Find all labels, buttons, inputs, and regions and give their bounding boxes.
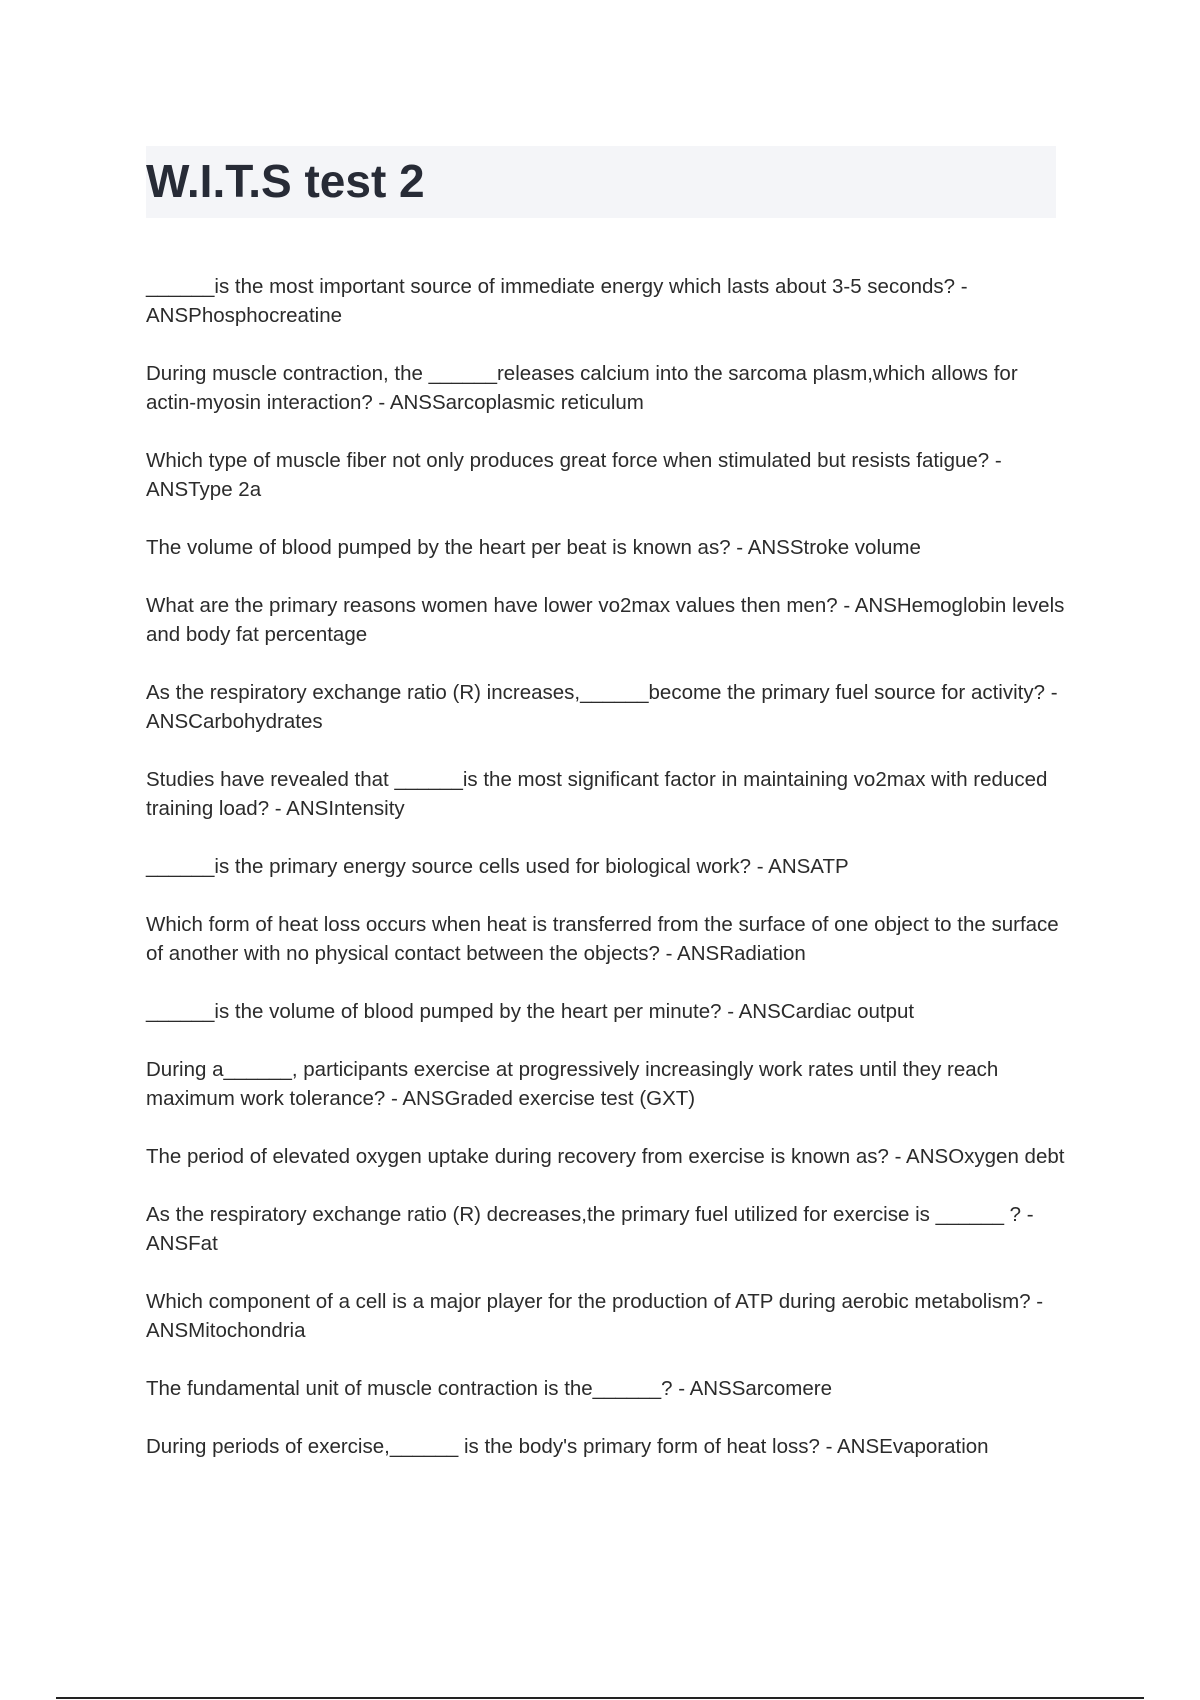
qa-item: Studies have revealed that ______is the most significant factor in maintaining vo2max with reduced training load? - ANSIntensity [146, 768, 1048, 820]
qa-item: ______is the volume of blood pumped by the heart per minute? - ANSCardiac output [146, 1000, 915, 1023]
footer-divider [56, 1697, 1144, 1699]
qa-item: Which form of heat loss occurs when heat is transferred from the surface of one object to the surface of another with no physical contact between the objects? - ANSRadiation [146, 913, 1059, 965]
qa-item: During a______, participants exercise at progressively increasingly work rates until they reach maximum work tolerance? - ANSGraded exercise test (GXT) [146, 1058, 999, 1110]
qa-item: As the respiratory exchange ratio (R) decreases,the primary fuel utilized for exercise is ______ ? - ANSFat [146, 1203, 1034, 1255]
qa-item: ______is the most important source of immediate energy which lasts about 3-5 seconds? - ANSPhosphocreatine [146, 275, 968, 327]
qa-item: The fundamental unit of muscle contraction is the______? - ANSSarcomere [146, 1377, 832, 1400]
qa-item: The period of elevated oxygen uptake during recovery from exercise is known as? - ANSOxygen debt [146, 1145, 1065, 1168]
qa-item: ______is the primary energy source cells used for biological work? - ANSATP [146, 855, 849, 878]
qa-item: The volume of blood pumped by the heart per beat is known as? - ANSStroke volume [146, 536, 921, 559]
qa-item: Which type of muscle fiber not only produces great force when stimulated but resists fatigue? - ANSType 2a [146, 449, 1002, 501]
qa-item: During muscle contraction, the ______releases calcium into the sarcoma plasm,which allows for actin-myosin interaction? - ANSSarcoplasmic reticulum [146, 362, 1018, 414]
page-title: W.I.T.S test 2 [146, 155, 425, 207]
title-banner [146, 146, 1056, 218]
qa-item: As the respiratory exchange ratio (R) increases,______become the primary fuel source for activity? - ANSCarbohydrates [146, 681, 1058, 733]
question-answer-list [146, 272, 1066, 1490]
qa-item: During periods of exercise,______ is the body's primary form of heat loss? - ANSEvaporation [146, 1435, 989, 1458]
qa-item: What are the primary reasons women have lower vo2max values then men? - ANSHemoglobin levels and body fat percentage [146, 594, 1065, 646]
qa-item: Which component of a cell is a major player for the production of ATP during aerobic metabolism? - ANSMitochondria [146, 1290, 1044, 1342]
